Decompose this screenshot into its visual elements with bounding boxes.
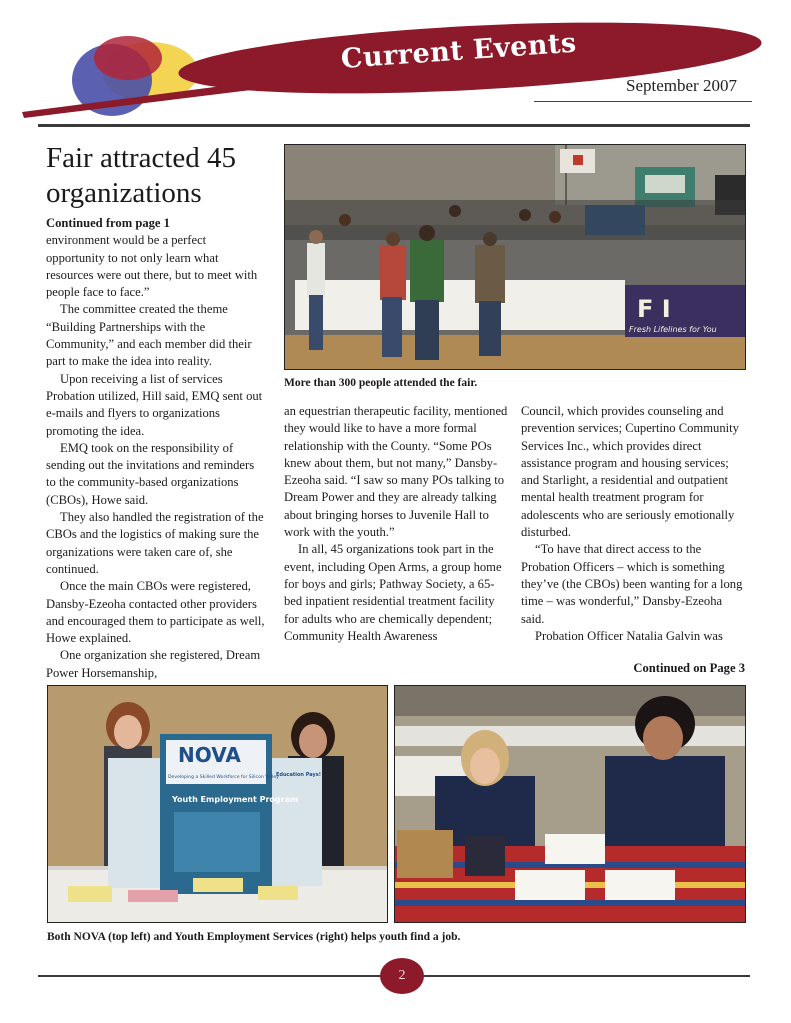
- bottom-photo-caption: Both NOVA (top left) and Youth Employment Services (right) helps youth find a job.: [47, 931, 461, 943]
- nova-tagline: Developing a Skilled Workforce for Silicon Valley: [168, 775, 279, 780]
- newsletter-title: Current Events: [340, 27, 578, 75]
- article-headline: Fair attracted 45 organizations: [46, 142, 237, 209]
- paragraph: an equestrian therapeutic facility, mentioned they would like to have a more formal relationship with the County. “Some POs knew about them, but not many,” Dansby-Ezeoha said. “I saw so many POs talking to Dream Power and they are already talking about bringing horses to Juvenile Hall to work with the youth.”: [284, 404, 508, 540]
- nova-logo: NOVA: [178, 743, 241, 767]
- paragraph: EMQ took on the responsibility of sending out the invitations and reminders to the community-based organizations (CBOs), Howe said.: [46, 440, 255, 507]
- paragraph: One organization she registered, Dream Power Horsemanship,: [46, 648, 261, 680]
- paragraph: Once the main CBOs were registered, Dansby-Ezeoha contacted other providers and encouraged them to participate as well, Howe explained.: [46, 579, 265, 646]
- nova-side-panel: Education Pays!: [276, 772, 321, 778]
- paragraph: “To have that direct access to the Probation Officers – which is something they’ve (the CBOs) been wanting for a long time – was wonderful,” Dansby-Ezeoha said.: [521, 542, 743, 626]
- paragraph: Council, which provides counseling and prevention services; Cupertino Community Services Inc., which provides direct assistance program and housing services; and Starlight, a residential and outpatient mental health treatment program for adolescents who are seriously emotionally disturbed.: [521, 404, 739, 540]
- paragraph: The committee created the theme “Building Partnerships with the Community,” and each member did their part to make the idea into reality.: [46, 302, 252, 369]
- date-rule: [534, 101, 752, 102]
- fair-crowd-photo: [284, 144, 746, 370]
- issue-date: September 2007: [626, 76, 737, 95]
- banner-letters: F I: [637, 295, 671, 323]
- continued-from-label: Continued from page 1: [46, 216, 170, 230]
- top-photo-caption: More than 300 people attended the fair.: [284, 377, 478, 389]
- nova-booth-photo: [47, 685, 388, 923]
- continued-on-label: Continued on Page 3: [633, 661, 745, 675]
- header-divider: [38, 124, 750, 127]
- paragraph: In all, 45 organizations took part in the event, including Open Arms, a group home for boys and girls; Pathway Society, a 65-bed inpatient residential treatment facility for adults who are chemically dependent; Community Health Awareness: [284, 542, 502, 643]
- page-number-badge: 2: [380, 958, 424, 994]
- banner-slogan: Fresh Lifelines for You: [629, 325, 717, 334]
- paragraph: Probation Officer Natalia Galvin was: [535, 628, 723, 643]
- paragraph: environment would be a perfect opportunity to not only learn what resources were out there, but to meet with people face to face.”: [46, 233, 258, 300]
- article-column-3: [521, 403, 747, 645]
- paragraph: Upon receiving a list of services Probation utilized, Hill said, EMQ sent out e-mails and flyers to organizations promoting the idea.: [46, 371, 263, 438]
- paragraph: They also handled the registration of the CBOs and the logistics of making sure the organizations were taken care of, she continued.: [46, 510, 264, 576]
- nova-program: Youth Employment Program: [172, 795, 299, 804]
- article-column-2: [284, 403, 512, 645]
- youth-employment-table-photo: [394, 685, 746, 923]
- article-column-1: [46, 215, 266, 682]
